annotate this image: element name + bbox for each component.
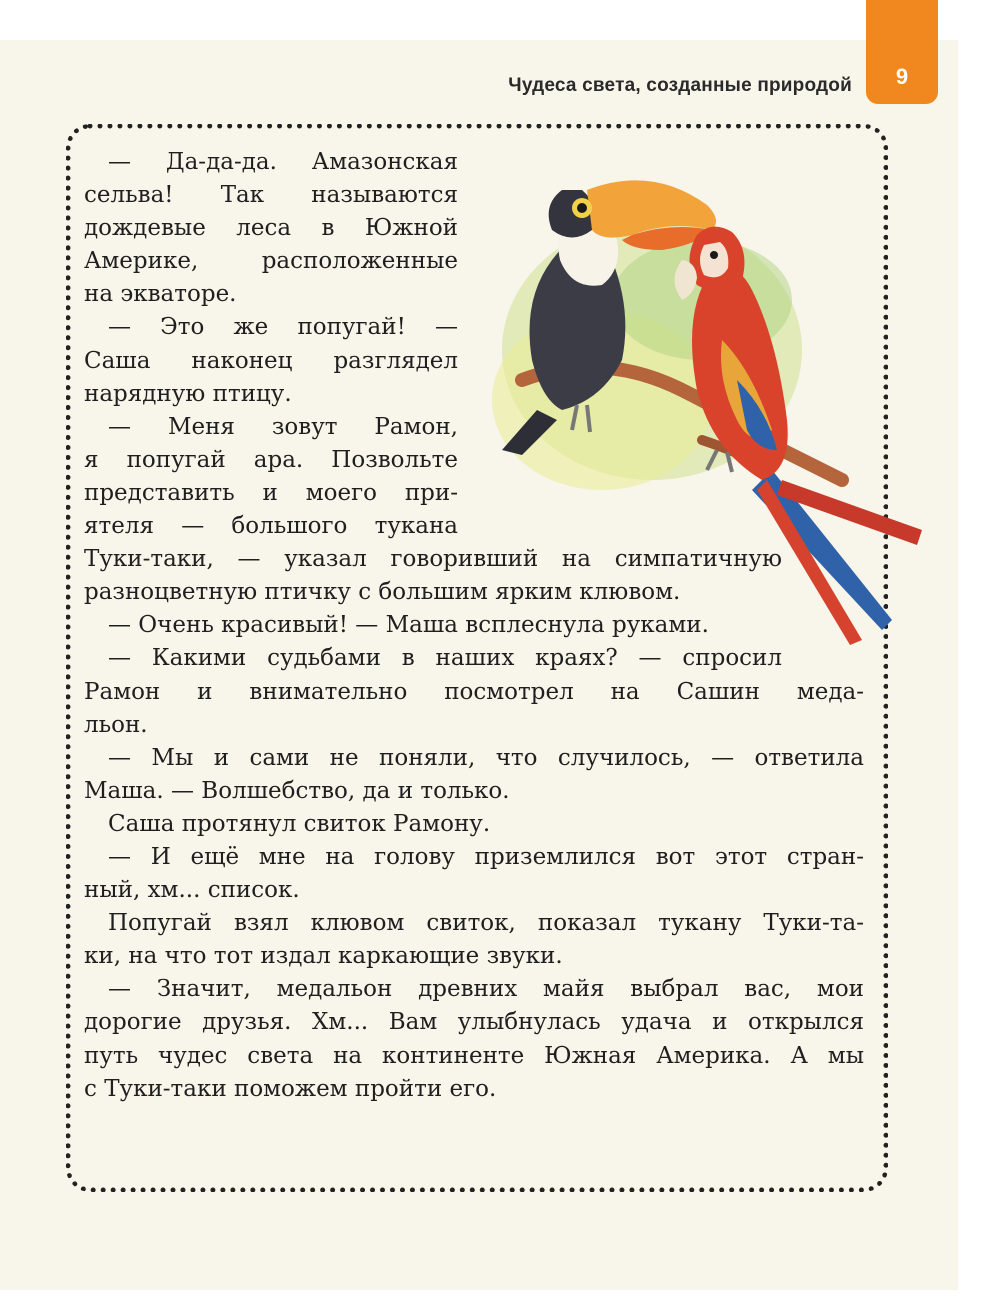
text-line: — Мы и сами не поняли, что случилось, — ответила — [108, 744, 864, 771]
text-line: Саша наконец разглядел — [84, 347, 458, 374]
text-line: Саша протянул свиток Рамону. — [108, 810, 491, 837]
text-line: — Какими судьбами в наших краях? — спросил — [108, 645, 782, 672]
text-line: — Значит, медальон древних майя выбрал вас, мои — [108, 976, 864, 1003]
page-number-tab — [866, 0, 938, 104]
text-line: Рамон и внимательно посмотрел на Сашин меда- — [84, 678, 864, 705]
text-line: — Меня зовут Рамон, — [108, 413, 458, 440]
text-line: разноцветную птичку с большим ярким клювом. — [84, 579, 681, 606]
text-line: Маша. — Волшебство, да и только. — [84, 777, 510, 804]
text-line: путь чудес света на континенте Южная Америка. А мы — [84, 1042, 864, 1069]
text-line: — Очень красивый! — Маша всплеснула руками. — [108, 612, 709, 639]
chapter-title: Чудеса света, созданные природой — [508, 75, 852, 96]
text-line: ятеля — большого тукана — [84, 513, 458, 540]
text-line: — Да-да-да. Амазонская — [108, 149, 458, 175]
text-line: нарядную птицу. — [84, 380, 292, 407]
text-line: — Это же попугай! — — [108, 314, 458, 341]
text-line: на экваторе. — [84, 281, 237, 308]
text-line: с Туки-таки поможем пройти его. — [84, 1075, 497, 1102]
mid-column — [84, 543, 864, 675]
text-line: ки, на что тот издал каркающие звуки. — [84, 943, 563, 970]
text-line: Попугай взял клювом свиток, показал тукану Туки-та- — [108, 910, 864, 937]
text-line: дождевые леса в Южной — [84, 215, 458, 242]
text-line: сельва! Так называются — [84, 182, 458, 209]
text-line: я попугай ара. Позвольте — [84, 446, 458, 473]
text-line: Туки-таки, — указал говоривший на симпатичную — [84, 546, 782, 573]
story-text — [84, 146, 864, 1106]
text-line: льон. — [84, 711, 148, 738]
text-line: ный, хм... список. — [84, 877, 300, 904]
text-line: представить и моего при- — [84, 479, 458, 506]
narrow-column — [84, 146, 864, 543]
page-number: 9 — [895, 64, 909, 89]
wide-column — [84, 676, 864, 1106]
text-line: дорогие друзья. Хм... Вам улыбнулась удача и открылся — [84, 1009, 864, 1036]
text-line: Америке, расположенные — [84, 248, 458, 275]
text-line: — И ещё мне на голову приземлился вот этот стран- — [108, 843, 864, 870]
